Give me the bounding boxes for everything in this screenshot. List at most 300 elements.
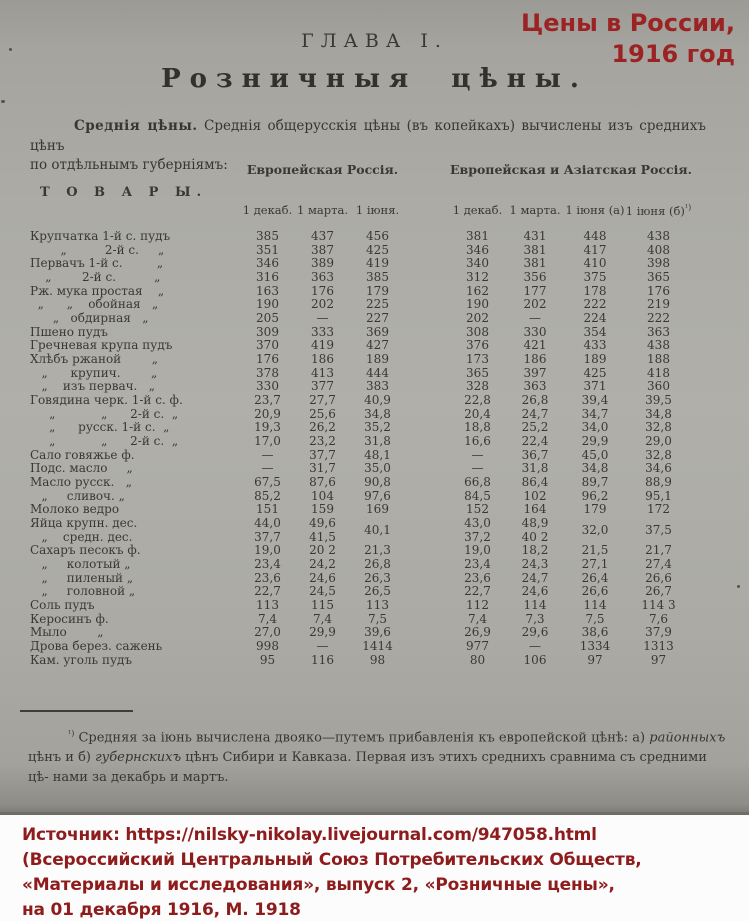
price-cell: 90,8 [364, 474, 391, 489]
price-cell: 998 [256, 639, 279, 653]
table-row [30, 625, 692, 639]
price-cell: 312 [466, 269, 489, 284]
row-name-cell [30, 325, 240, 339]
footnote [28, 724, 727, 788]
price-cell: 202 [466, 310, 489, 325]
price-cell: 356 [523, 269, 547, 284]
price-cell: 114 [523, 597, 547, 612]
paper-speck [1, 100, 5, 103]
price-cell: 186 [523, 351, 547, 366]
row-name-cell [30, 530, 240, 544]
table-row [30, 284, 692, 298]
price-cell: 370 [256, 338, 279, 353]
table-row [30, 352, 692, 366]
price-cell: 431 [523, 228, 547, 243]
price-cell: 26,9 [464, 625, 491, 640]
price-cell: 37,9 [645, 625, 672, 640]
row-name: Рж. мука простая „ [30, 283, 165, 298]
row-name-cell [30, 461, 240, 475]
price-cell: 173 [466, 351, 489, 366]
price-cell: 116 [311, 652, 334, 667]
row-name: „ „ обойная „ [30, 297, 159, 312]
price-cell: 23,2 [309, 433, 336, 448]
row-name-cell [30, 612, 240, 626]
row-name: „ обдирная „ [30, 310, 149, 325]
subhead-dec-2: 1 декаб. [452, 203, 503, 217]
row-name-cell [30, 420, 240, 434]
price-cell: 369 [366, 324, 389, 339]
price-cell: 104 [311, 488, 334, 503]
subhead-jun-a: 1 іюня (а) [565, 203, 625, 217]
price-cell: 176 [647, 283, 670, 298]
annotation-line-1: Цены в России, [520, 9, 735, 37]
intro-line-2: по отдѣльнымъ губерніямъ: [30, 157, 228, 173]
price-cell: 438 [647, 228, 670, 243]
price-cell: 1334 [579, 639, 611, 653]
price-cell: 115 [311, 597, 334, 612]
row-name-cell [30, 284, 240, 298]
row-name: Молоко ведро [30, 502, 120, 517]
table-row [30, 420, 692, 434]
price-cell: 421 [523, 338, 547, 353]
price-cell: 113 [256, 597, 279, 612]
price-cell: 27,7 [309, 392, 336, 407]
footnote-text-3: нами за декабрь и мартъ. [52, 770, 229, 786]
price-cell: 225 [366, 297, 389, 312]
price-cell: 437 [311, 228, 334, 243]
price-cell: 179 [583, 502, 607, 517]
table-row [30, 243, 692, 257]
price-cell: 387 [311, 242, 334, 257]
price-cell: 32,0 [581, 522, 609, 537]
price-cell: — [529, 310, 541, 325]
goods-column-header: Т О В А Р Ы. [40, 185, 208, 200]
row-name-cell [30, 543, 240, 557]
price-cell: 29,6 [521, 625, 549, 640]
price-cell: 389 [311, 256, 334, 271]
price-cell: 26,7 [645, 584, 672, 599]
price-cell: 385 [256, 228, 279, 243]
row-name-cell [30, 393, 240, 407]
price-cell: 328 [466, 379, 489, 394]
intro-lead: Среднія цѣны. [74, 118, 198, 134]
price-cell: — [261, 447, 274, 462]
row-name: Крупчатка 1-й с. пудъ [30, 228, 171, 243]
price-cell: 308 [466, 324, 489, 339]
price-cell: 433 [583, 338, 607, 353]
price-cell: 24,6 [521, 584, 549, 599]
price-cell: 172 [647, 502, 670, 517]
price-cell: 152 [466, 502, 489, 517]
subhead-jun-1: 1 іюня. [355, 203, 400, 217]
row-name-cell [30, 639, 240, 653]
price-cell: 444 [366, 365, 389, 380]
row-name: „ пиленый „ [30, 570, 134, 585]
row-name-cell [30, 229, 240, 243]
price-cell: 35,2 [364, 420, 391, 435]
price-cell: 227 [366, 310, 389, 325]
price-cell: 34,0 [581, 420, 609, 435]
intro-rest: Среднія общерусскія цѣны (въ копейкахъ) вычислены изъ среднихъ цѣнъ [30, 118, 706, 154]
price-cell: 188 [647, 351, 670, 366]
price-cell: 378 [256, 365, 279, 380]
price-cell: 26,6 [645, 570, 672, 585]
price-cell: 410 [583, 256, 607, 271]
row-name-cell [30, 502, 240, 516]
row-name-cell [30, 311, 240, 325]
price-cell: 24,7 [521, 570, 549, 585]
price-cell: 40,9 [364, 392, 391, 407]
price-cell: 21,3 [364, 543, 391, 558]
price-cell: 40,1 [364, 522, 391, 537]
price-cell: 37,2 [464, 529, 491, 544]
price-cell: 26,8 [364, 556, 391, 571]
row-name: Сахаръ песокъ ф. [30, 543, 141, 558]
group-spacer [30, 162, 240, 177]
price-cell: 22,4 [521, 433, 549, 448]
price-cell: 22,8 [464, 392, 491, 407]
price-cell: 371 [583, 379, 607, 394]
price-cell: 44,0 [254, 515, 281, 530]
price-cell: 419 [366, 256, 389, 271]
price-cell: 381 [523, 242, 547, 257]
price-cell: 21,7 [645, 543, 672, 558]
price-cell: 80 [469, 652, 486, 667]
row-name-cell [30, 557, 240, 571]
price-cell: 45,0 [581, 447, 609, 462]
row-name: Дрова берез. сажень [30, 639, 163, 653]
price-cell: 66,8 [464, 474, 491, 489]
price-cell: 1313 [643, 639, 674, 653]
row-name: Масло русск. „ [30, 474, 132, 489]
price-cell: 385 [366, 269, 389, 284]
table-row [30, 434, 692, 448]
price-cell: 189 [583, 351, 607, 366]
row-name-cell [30, 352, 240, 366]
annotation-line-2: 1916 год [611, 40, 735, 68]
price-cell: — [261, 461, 274, 476]
price-cell: 40 2 [521, 529, 549, 544]
price-cell: 31,8 [364, 433, 391, 448]
row-name: Пшено пудъ [30, 324, 108, 339]
row-name: „ изъ первач. „ [30, 379, 156, 394]
price-cell: 89,7 [581, 474, 609, 489]
price-cell: 34,8 [581, 461, 609, 476]
price-cell: 346 [256, 256, 279, 271]
table-row [30, 256, 692, 270]
subhead-mar-2: 1 марта. [509, 203, 561, 217]
price-cell: 102 [523, 488, 547, 503]
price-cell: 19,0 [464, 543, 491, 558]
row-name: „ русск. 1-й с. „ [30, 420, 170, 435]
price-cell: 190 [256, 297, 279, 312]
row-name: „ „ 2-й с. „ [30, 406, 179, 421]
row-name: Сало говяжье ф. [30, 447, 135, 462]
price-cell: 360 [647, 379, 670, 394]
price-cell: 456 [366, 228, 389, 243]
footnote-sup: ¹) [68, 729, 75, 738]
row-name-cell [30, 584, 240, 598]
price-cell: 19,3 [254, 420, 281, 435]
price-cell: 18,2 [521, 543, 549, 558]
price-cell: 190 [466, 297, 489, 312]
row-name: „ 2-й с. „ [30, 242, 165, 257]
price-cell: 351 [256, 242, 279, 257]
price-cell: 177 [523, 283, 547, 298]
price-cell: 346 [466, 242, 489, 257]
price-cell: 97,6 [364, 488, 391, 503]
row-name: „ 2-й с. „ [30, 269, 161, 284]
price-cell: 7,4 [467, 611, 488, 626]
price-cell: 162 [466, 283, 489, 298]
price-cell: 7,3 [525, 611, 545, 626]
group-header-european-russia: Европейская Россія. [246, 162, 399, 177]
subhead-spacer [30, 203, 240, 218]
price-cell: 159 [311, 502, 334, 517]
row-name: „ средн. дес. [30, 529, 133, 544]
row-name: „ „ 2-й с. „ [30, 433, 179, 448]
price-cell: — [529, 639, 541, 653]
table-row [30, 653, 692, 667]
table-row [30, 598, 692, 612]
price-cell: 29,9 [581, 433, 609, 448]
table-row [30, 325, 692, 339]
price-cell: 427 [366, 338, 389, 353]
price-cell: 27,4 [645, 556, 672, 571]
price-cell: 363 [311, 269, 334, 284]
price-cell: 398 [647, 256, 670, 271]
price-cell: — [316, 639, 329, 653]
price-cell: 417 [583, 242, 607, 257]
row-name-cell [30, 338, 240, 352]
price-cell: 222 [647, 310, 670, 325]
row-name-cell [30, 256, 240, 270]
price-cell: 43,0 [464, 515, 491, 530]
source-citation [0, 812, 749, 921]
price-cell: 31,8 [521, 461, 549, 476]
price-cell: 7,4 [312, 611, 333, 626]
price-cell: 36,7 [521, 447, 549, 462]
price-cell: 48,9 [521, 515, 549, 530]
price-cell: 189 [366, 351, 389, 366]
row-name-cell [30, 407, 240, 421]
price-cell: 169 [366, 502, 389, 517]
price-cell: 32,8 [645, 447, 672, 462]
price-cell: 37,5 [645, 522, 672, 537]
price-cell: 22,7 [464, 584, 491, 599]
price-cell: 151 [256, 502, 279, 517]
chapter-heading: ГЛАВА I. [301, 30, 448, 52]
page-title: Розничныя цѣны. [161, 64, 588, 94]
price-cell: 7,6 [648, 611, 669, 626]
price-cell: 32,8 [645, 420, 672, 435]
footnote-text-1: Средняя за іюнь вычислена двояко—путемъ прибавленія къ европейской цѣнѣ: а) [74, 730, 650, 746]
price-cell: 38,6 [581, 625, 609, 640]
price-cell: 24,3 [521, 556, 549, 571]
price-cell: 354 [583, 324, 607, 339]
price-cell: — [471, 447, 484, 462]
table-row [30, 379, 692, 393]
source-line-url: Источник: https://nilsky-nikolay.livejournal.com/947058.html [22, 825, 597, 845]
price-cell: 309 [256, 324, 279, 339]
row-name: Подс. масло „ [30, 461, 133, 476]
price-cell: 413 [311, 365, 334, 380]
price-cell: 408 [647, 242, 670, 257]
row-name-cell [30, 598, 240, 612]
subhead-jun-b [625, 203, 692, 218]
row-name: Керосинъ ф. [30, 611, 109, 626]
price-cell: 25,2 [521, 420, 549, 435]
title-annotation [521, 8, 735, 70]
table-row [30, 338, 692, 352]
price-cell: 67,5 [254, 474, 281, 489]
table-row [30, 639, 692, 653]
paper-speck [737, 585, 740, 588]
price-cell: 1414 [362, 639, 393, 653]
price-cell: 27,0 [254, 625, 281, 640]
table-row [30, 612, 692, 626]
price-cell: 7,5 [585, 611, 605, 626]
price-cell: 39,4 [581, 392, 609, 407]
subhead-mar-1: 1 марта. [296, 203, 348, 217]
price-cell: 26,2 [309, 420, 336, 435]
row-name: Хлѣбъ ржаной „ [30, 351, 158, 366]
row-name-cell [30, 379, 240, 393]
price-cell: 224 [583, 310, 607, 325]
table-row [30, 366, 692, 380]
subhead-jun-b-label: 1 іюня (б) [625, 203, 685, 218]
price-cell: 37,7 [254, 529, 281, 544]
price-cell: 163 [256, 283, 279, 298]
price-cell: 418 [647, 365, 670, 380]
price-cell: 438 [647, 338, 670, 353]
table-row [30, 475, 692, 489]
price-cell: 365 [466, 365, 489, 380]
price-cell: 49,6 [309, 515, 336, 530]
price-cell: 34,8 [364, 406, 391, 421]
price-cell: 186 [311, 351, 334, 366]
price-cell: 365 [647, 269, 670, 284]
row-name-cell [30, 297, 240, 311]
price-cell: 377 [311, 379, 334, 394]
row-name-cell [30, 571, 240, 585]
table-row [30, 584, 692, 598]
price-cell: 23,4 [464, 556, 491, 571]
price-cell: 24,5 [309, 584, 336, 599]
table-row [30, 393, 692, 407]
price-cell: 333 [311, 324, 334, 339]
price-cell: 381 [466, 228, 489, 243]
price-cell: 25,6 [309, 406, 336, 421]
price-cell: 26,3 [364, 570, 391, 585]
price-cell: 24,6 [309, 570, 336, 585]
row-name-cell [30, 434, 240, 448]
price-cell: 22,7 [254, 584, 281, 599]
source-line-date: на 01 декабря 1916, М. 1918 [22, 900, 301, 920]
price-cell: 39,5 [645, 392, 672, 407]
row-name: Гречневая крупа пудъ [30, 338, 173, 353]
price-cell: — [471, 461, 484, 476]
row-name: „ колотый „ [30, 556, 131, 571]
price-cell: 202 [311, 297, 334, 312]
price-cell: 26,8 [521, 392, 549, 407]
price-cell: 34,6 [645, 461, 672, 476]
price-cell: 176 [256, 351, 279, 366]
table-row [30, 461, 692, 475]
table-row [30, 448, 692, 462]
price-cell: 363 [647, 324, 670, 339]
price-cell: 31,7 [309, 461, 336, 476]
column-group-header-row [30, 162, 692, 177]
table-row [30, 229, 692, 243]
group-header-european-asiatic-russia: Европейская и Азіатская Россія. [450, 162, 692, 177]
footnote-italic-gubernskikh: губернскихъ [95, 750, 182, 766]
price-cell: 178 [583, 283, 607, 298]
price-cell: 23,4 [254, 556, 281, 571]
price-cell: 397 [523, 365, 547, 380]
row-name-cell [30, 243, 240, 257]
price-cell: 26,6 [581, 584, 609, 599]
price-cell: 113 [366, 597, 389, 612]
row-name-cell [30, 366, 240, 380]
table-row [30, 502, 692, 516]
table-row [30, 571, 692, 585]
group-gap [405, 162, 450, 177]
table-row [30, 557, 692, 571]
price-cell: 97 [650, 652, 667, 667]
table-row [30, 489, 692, 503]
price-cell: 48,1 [364, 447, 391, 462]
row-name: „ сливоч. „ [30, 488, 125, 503]
price-cell: 176 [311, 283, 334, 298]
intro-line-1 [30, 117, 706, 156]
subhead-dec-1: 1 декаб. [242, 203, 293, 217]
price-cell: 114 [583, 597, 607, 612]
table-row [30, 311, 692, 325]
row-name-cell [30, 625, 240, 639]
table-row [30, 407, 692, 421]
table-row [30, 297, 692, 311]
price-cell: 23,6 [254, 570, 281, 585]
price-cell: 18,8 [464, 420, 491, 435]
price-cell: 16,6 [464, 433, 491, 448]
row-name: Говядина черк. 1-й с. ф. [30, 392, 183, 407]
footnote-marker: ¹) [684, 203, 692, 212]
row-name: Первачъ 1-й с. „ [30, 256, 164, 271]
price-cell: 24,7 [521, 406, 549, 421]
row-name-cell [30, 270, 240, 284]
price-cell: 363 [523, 379, 547, 394]
date-subheader-row [30, 203, 692, 218]
price-cell: 425 [366, 242, 389, 257]
price-cell: 19,0 [254, 543, 281, 558]
price-cell: 383 [366, 379, 389, 394]
price-cell: 41,5 [309, 529, 336, 544]
price-cell: 205 [256, 310, 279, 325]
price-cell: 98 [369, 652, 386, 667]
price-cell: 376 [466, 338, 489, 353]
price-cell: 17,0 [254, 433, 281, 448]
price-cell: 23,6 [464, 570, 491, 585]
price-cell: 340 [466, 256, 489, 271]
price-cell: 114 3 [641, 597, 676, 612]
footnote-italic-raionnykh: районныхъ [649, 730, 726, 746]
price-cell: — [316, 310, 329, 325]
price-cell: 97 [587, 652, 603, 667]
price-cell: 20 2 [309, 543, 336, 558]
footnote-text-2b: цѣнъ Сибири и Кавказа. Первая изъ этихъ среднихъ сравнима съ средними цѣ- [28, 750, 707, 786]
price-cell: 448 [583, 228, 607, 243]
